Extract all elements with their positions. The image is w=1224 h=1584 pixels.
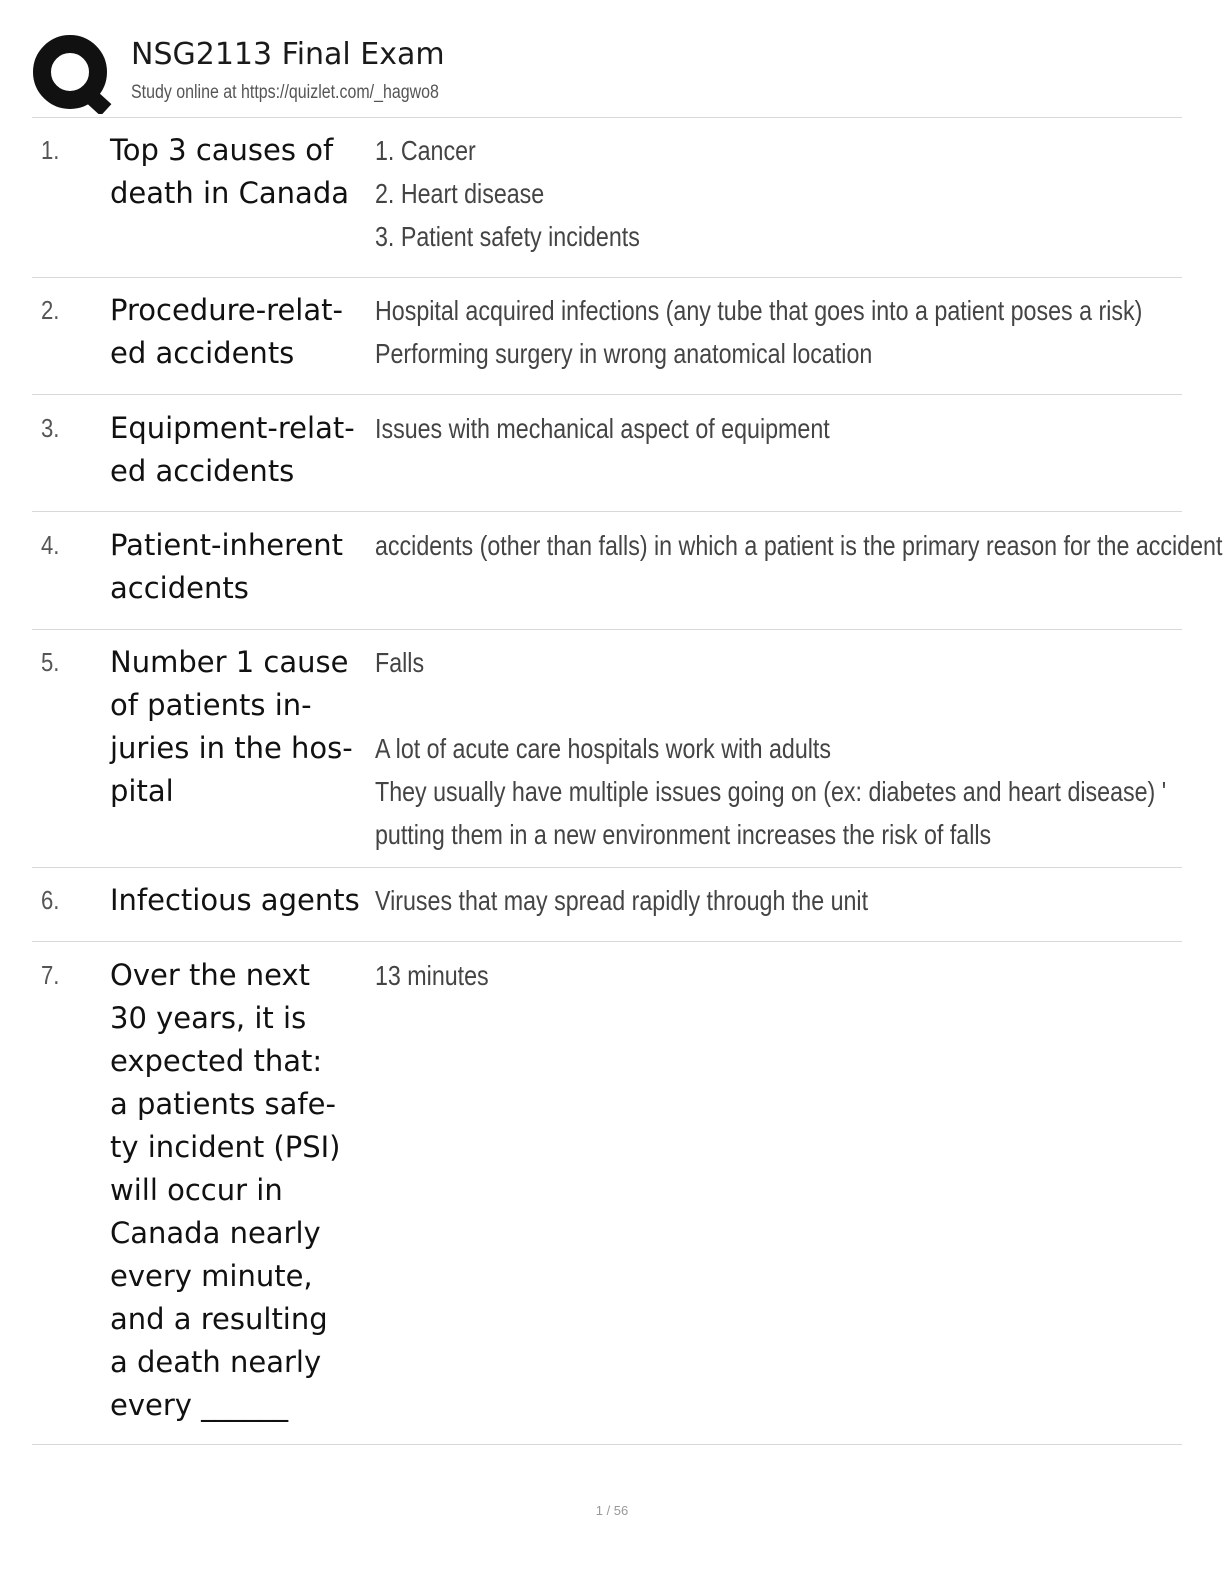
divider bbox=[32, 1444, 1182, 1445]
page-number: 1 / 56 bbox=[595, 1503, 629, 1518]
page-header bbox=[32, 32, 1182, 116]
card-number: 1. bbox=[41, 135, 60, 165]
card-term: Over the next 30 years, it is expected that: a patients safe- ty incident (PSI) will occur in Canada nearly every minute, and a resulting a death nearly every ______ bbox=[110, 958, 341, 1422]
divider bbox=[32, 941, 1182, 942]
card-definition: Falls A lot of acute care hospitals work with adults They usually have multiple issues going on (ex: diabetes and heart disease) ' putting them in a new environment increases the risk of falls bbox=[375, 647, 1167, 850]
card-number: 3. bbox=[41, 413, 60, 443]
card-number: 5. bbox=[41, 647, 60, 677]
divider bbox=[32, 629, 1182, 630]
card-definition: Viruses that may spread rapidly through the unit bbox=[375, 885, 869, 916]
card-number: 4. bbox=[41, 530, 60, 560]
divider bbox=[32, 394, 1182, 395]
card-number: 7. bbox=[41, 960, 60, 990]
card-term: Number 1 cause of patients in- juries in the hos- pital bbox=[110, 645, 353, 808]
card-term: Patient-inherent accidents bbox=[110, 528, 343, 605]
card-term: Infectious agents bbox=[110, 883, 360, 917]
divider bbox=[32, 867, 1182, 868]
card-definition: Hospital acquired infections (any tube that goes into a patient poses a risk) Performing surgery in wrong anatomical location bbox=[375, 295, 1143, 369]
study-online-link-text: Study online at https://quizlet.com/_hagwo8 bbox=[131, 82, 439, 103]
card-term: Top 3 causes of death in Canada bbox=[110, 133, 349, 210]
divider bbox=[32, 511, 1182, 512]
divider bbox=[32, 117, 1182, 118]
card-definition: 1. Cancer 2. Heart disease 3. Patient safety incidents bbox=[375, 135, 640, 252]
card-definition: Issues with mechanical aspect of equipment bbox=[375, 413, 830, 444]
card-definition: accidents (other than falls) in which a patient is the primary reason for the accident bbox=[375, 530, 1223, 561]
card-definition: 13 minutes bbox=[375, 960, 489, 991]
card-number: 2. bbox=[41, 295, 60, 325]
card-term: Equipment-relat- ed accidents bbox=[110, 411, 355, 488]
document-title: NSG2113 Final Exam bbox=[131, 37, 445, 72]
quizlet-logo-icon bbox=[32, 34, 112, 114]
card-term: Procedure-relat- ed accidents bbox=[110, 293, 343, 370]
divider bbox=[32, 277, 1182, 278]
card-number: 6. bbox=[41, 885, 60, 915]
